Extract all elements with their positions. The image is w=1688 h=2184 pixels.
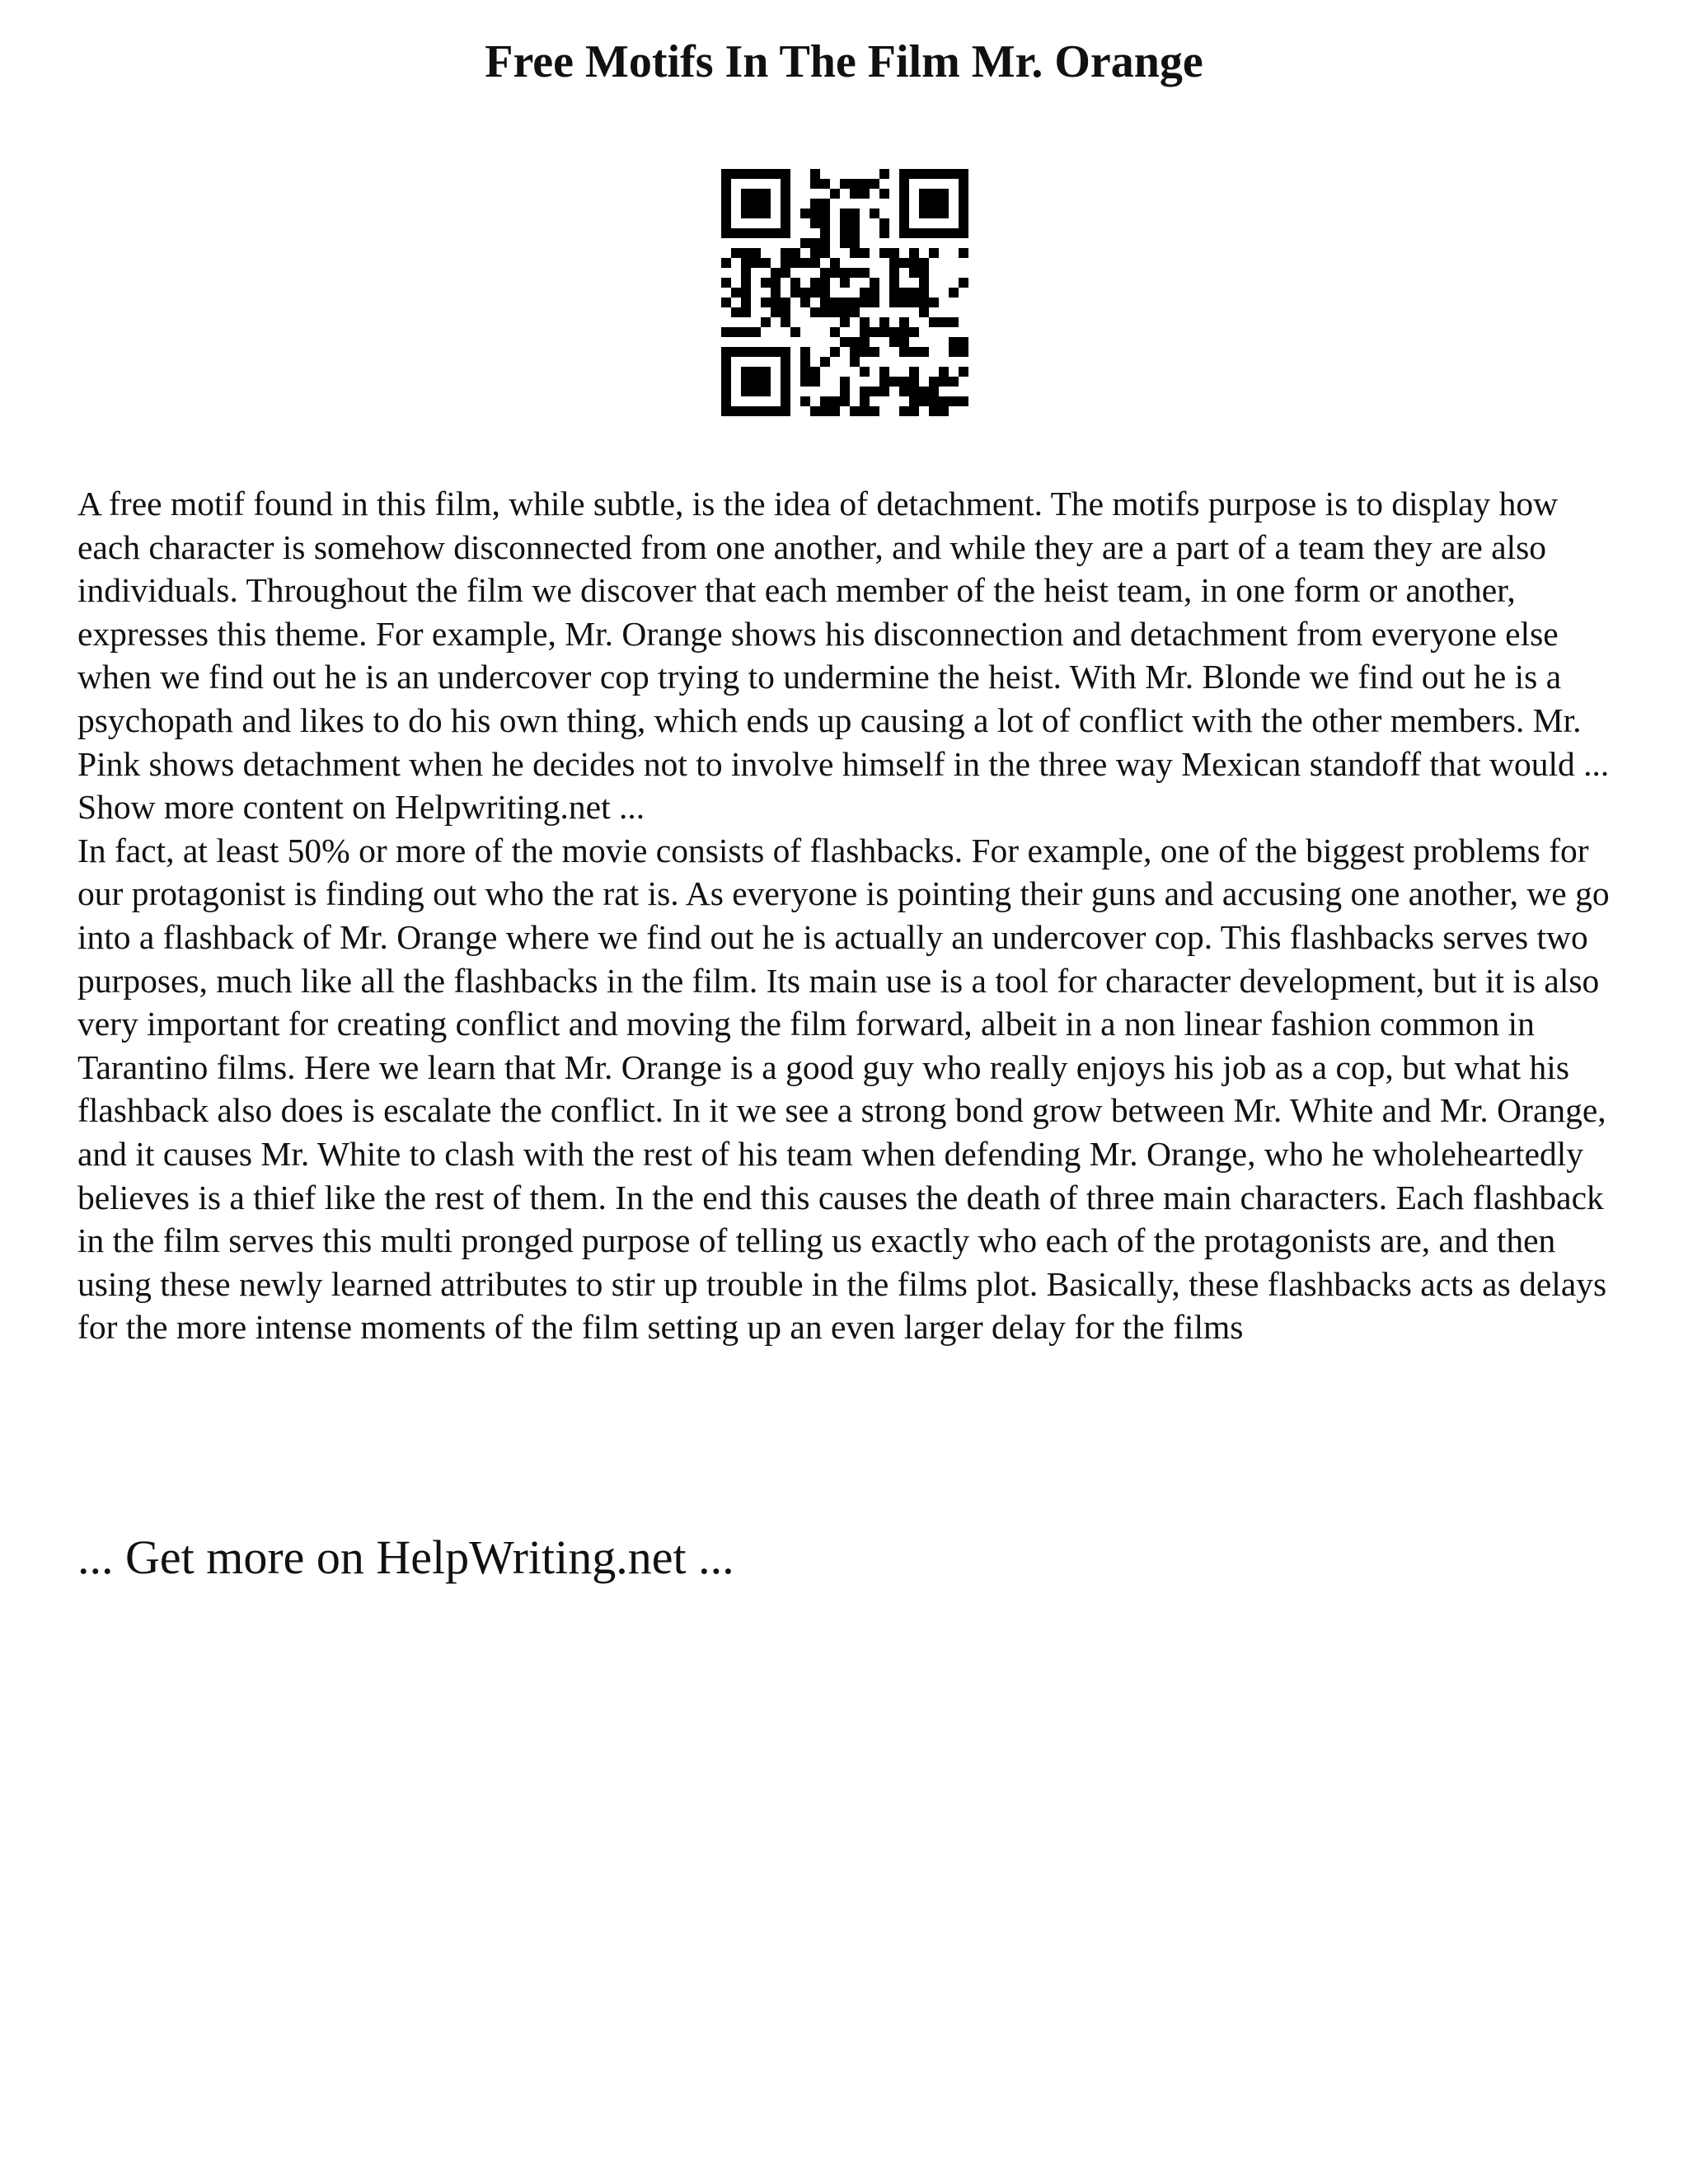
qr-code-icon[interactable] bbox=[721, 169, 968, 416]
get-more-link[interactable]: ... Get more on HelpWriting.net ... bbox=[77, 1530, 734, 1584]
document-title: Free Motifs In The Film Mr. Orange bbox=[485, 36, 1203, 87]
paragraph-2: In fact, at least 50% or more of the movie consists of flashbacks. For example, one of the biggest problems for our protagonist is finding out who the rat is. As everyone is pointing their guns and accusing one another, we go into a flashback of Mr. Orange where we find out he is actually an undercover cop. This flashbacks serves two purposes, much like all the flashbacks in the film. Its main use is a tool for character development, but it is also very important for creating conflict and moving the film forward, albeit in a non linear fashion common in Tarantino films. Here we learn that Mr. Orange is a good guy who really enjoys his job as a cop, but what his flashback also does is escalate the conflict. In it we see a strong bond grow between Mr. White and Mr. Orange, and it causes Mr. White to clash with the rest of his team when defending Mr. Orange, who he wholeheartedly believes is a thief like the rest of them. In the end this causes the death of three main characters. Each flashback in the film serves this multi pronged purpose of telling us exactly who each of the protagonists are, and then using these newly learned attributes to stir up trouble in the films plot. Basically, these flashbacks acts as delays for the more intense moments of the film setting up an even larger delay for the films bbox=[77, 831, 1610, 1347]
paragraph-1: A free motif found in this film, while subtle, is the idea of detachment. The motifs purpose is to display how each character is somehow disconnected from one another, and while they are a part of a team they are also individuals. Throughout the film we discover that each member of the heist team, in one form or another, expresses this theme. For example, Mr. Orange shows his disconnection and detachment from everyone else when we find out he is an undercover cop trying to undermine the heist. With Mr. Blonde we find out he is a psychopath and likes to do his own thing, which ends up causing a lot of conflict with the other members. Mr. Pink shows detachment when he decides not to involve himself in the three way Mexican standoff that would ... Show more content on Helpwriting.net ... bbox=[77, 485, 1610, 827]
article-body bbox=[77, 482, 1627, 1349]
